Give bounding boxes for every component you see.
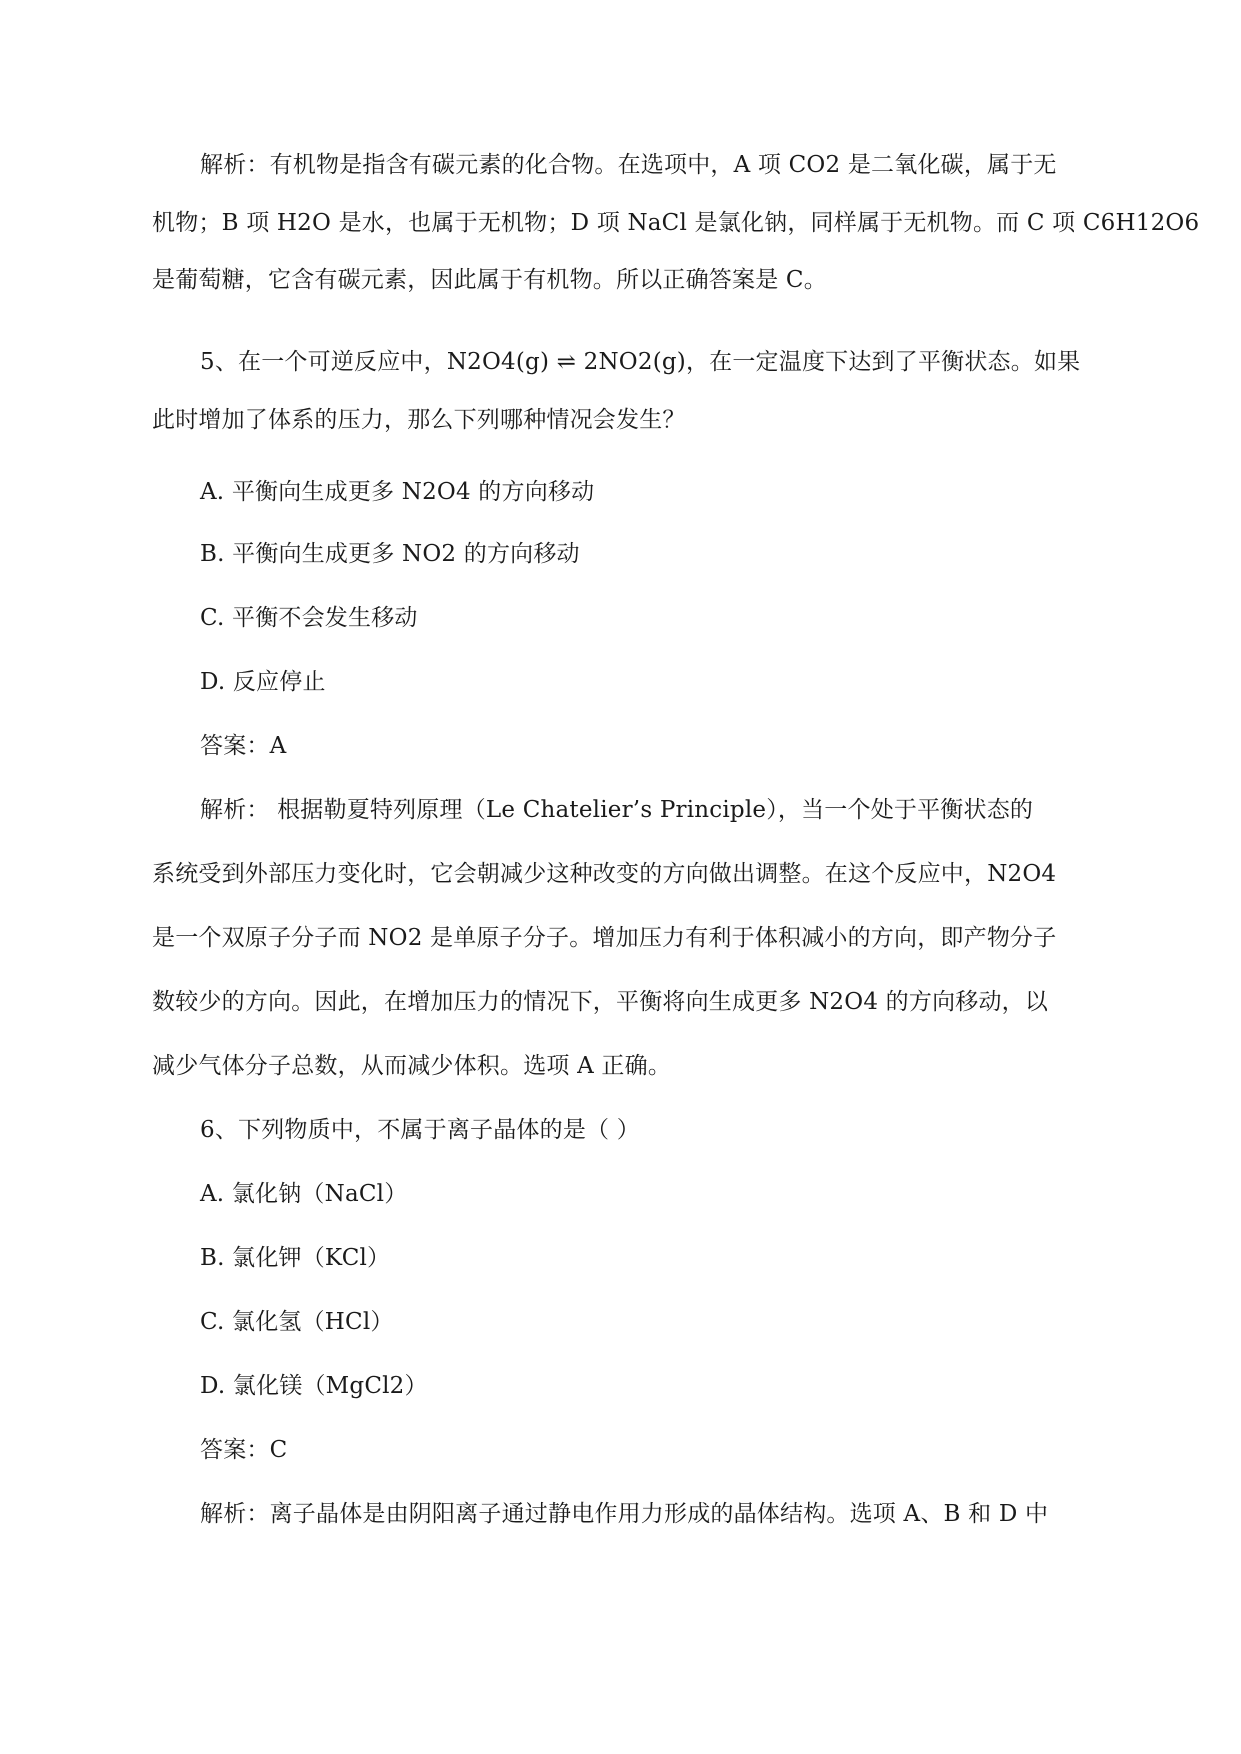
q4-analysis-line: 机物；B 项 H2O 是水，也属于无机物；D 项 NaCl 是氯化钠，同样属于无机物。而 C 项 C6H12O6 — [152, 210, 1200, 236]
q6-option-a: A. 氯化钠（NaCl） — [200, 1181, 408, 1207]
q5-question-line: 5、在一个可逆反应中，N2O4(g) ⇌ 2NO2(g)，在一定温度下达到了平衡状态。如果 — [200, 349, 1081, 375]
q4-analysis-line: 解析：有机物是指含有碳元素的化合物。在选项中，A 项 CO2 是二氧化碳，属于无 — [200, 152, 1057, 178]
q5-analysis-line: 数较少的方向。因此，在增加压力的情况下，平衡将向生成更多 N2O4 的方向移动，以 — [152, 989, 1049, 1015]
q6-analysis-line: 解析：离子晶体是由阴阳离子通过静电作用力形成的晶体结构。选项 A、B 和 D 中 — [200, 1501, 1049, 1527]
q5-question-line: 此时增加了体系的压力，那么下列哪种情况会发生？ — [152, 407, 686, 433]
q6-question: 6、下列物质中，不属于离子晶体的是（ ） — [200, 1117, 640, 1143]
q5-analysis-line: 系统受到外部压力变化时，它会朝减少这种改变的方向做出调整。在这个反应中，N2O4 — [152, 861, 1057, 887]
q6-option-d: D. 氯化镁（MgCl2） — [200, 1373, 428, 1399]
q5-option-c: C. 平衡不会发生移动 — [200, 605, 418, 631]
q5-option-a: A. 平衡向生成更多 N2O4 的方向移动 — [200, 479, 595, 505]
q6-option-c: C. 氯化氢（HCl） — [200, 1309, 394, 1335]
q6-option-b: B. 氯化钾（KCl） — [200, 1245, 391, 1271]
q6-answer: 答案：C — [200, 1437, 288, 1463]
q5-analysis-line: 减少气体分子总数，从而减少体积。选项 A 正确。 — [152, 1053, 672, 1079]
q5-answer: 答案：A — [200, 733, 287, 759]
q5-option-b: B. 平衡向生成更多 NO2 的方向移动 — [200, 541, 580, 567]
q5-analysis-line: 是一个双原子分子而 NO2 是单原子分子。增加压力有利于体积减小的方向，即产物分子 — [152, 925, 1057, 951]
q5-option-d: D. 反应停止 — [200, 669, 326, 695]
q5-analysis-line: 解析： 根据勒夏特列原理（Le Chatelier’s Principle），当一个处于平衡状态的 — [200, 797, 1034, 823]
q4-analysis-line: 是葡萄糖，它含有碳元素，因此属于有机物。所以正确答案是 C。 — [152, 267, 827, 293]
